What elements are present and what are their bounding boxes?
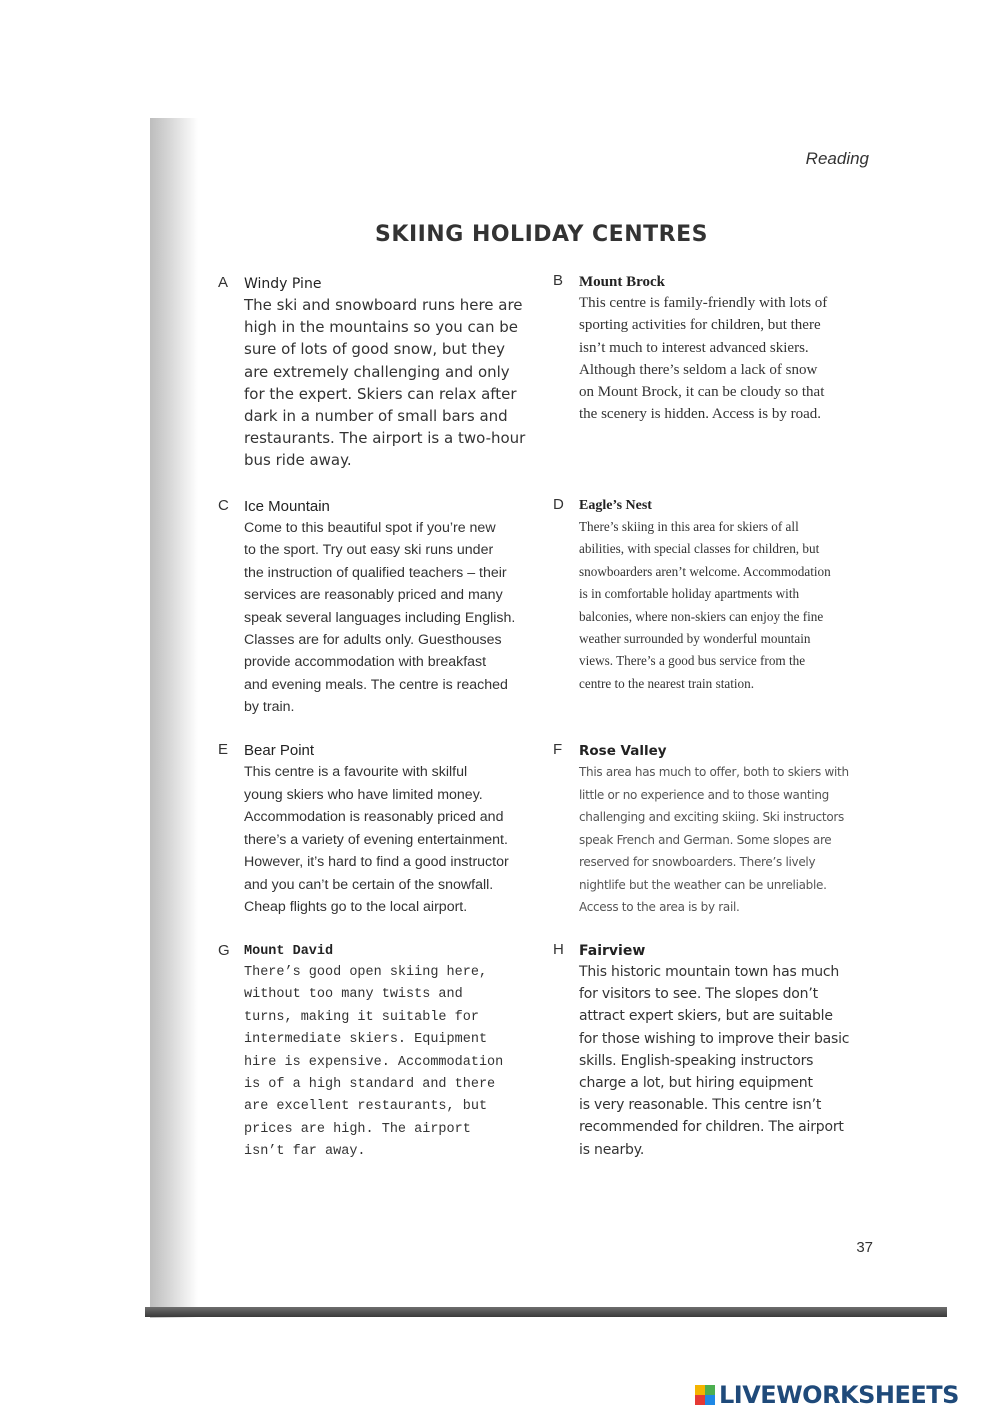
logo-cell — [705, 1385, 715, 1395]
entry-name: Ice Mountain — [244, 498, 330, 515]
page-bottom-edge — [145, 1307, 947, 1317]
page-gutter-shadow — [150, 118, 198, 1318]
entry-description: There’s skiing in this area for skiers of all abilities, with special classes for children, but snowboarders aren’t welcome. Accommodation is in comfortable holiday apartments with balconies, where non-skiers can enjoy the fine weather surrounded by wonderful mountain views. There’s a good bus service from the centre to the nearest train station. — [579, 519, 831, 691]
entry-name: Eagle’s Nest — [579, 498, 652, 513]
liveworksheets-watermark — [695, 1382, 959, 1408]
logo-cell — [695, 1385, 705, 1395]
entry-name: Windy Pine — [244, 276, 322, 292]
entry-description: This historic mountain town has much for visitors to see. The slopes don’t attract expert skiers, but are suitable for those wishing to improve their basic skills. English-speaking instructors charge a lot, but hiring equipment is very reasonable. This centre isn’t recommended for children. The airport is nearby. — [579, 964, 850, 1158]
page-title: SKIING HOLIDAY CENTRES — [375, 222, 708, 247]
entry-description: There’s good open skiing here, without too many twists and turns, making it suitable for intermediate skiers. Equipment hire is expensive. Accommodation is of a high standard and there are excellent restaurants, but prices are high. The airport isn’t far away. — [244, 965, 504, 1160]
entry-name: Bear Point — [244, 742, 315, 759]
entry-description: Come to this beautiful spot if you’re new to the sport. Try out easy ski runs under the instruction of qualified teachers – their services are reasonably priced and many speak several languages including English. Classes are for adults only. Guesthouses provide accommodation with breakfast and evening meals. The centre is reached by train. — [244, 520, 516, 716]
entry-letter: D — [553, 496, 564, 513]
entry-letter: B — [553, 272, 564, 289]
entry-description: This area has much to offer, both to skiers with little or no experience and to those wanting challenging and exciting skiing. Ski instructors speak French and German. Some slopes are reserved for snowboarders. There’s lively nightlife but the weather can be unreliable. Access to the area is by rail. — [579, 765, 849, 914]
entry-name: Rose Valley — [579, 743, 667, 759]
entry-name: Fairview — [579, 943, 646, 959]
section-label: Reading — [805, 149, 869, 168]
entry-letter: C — [218, 497, 229, 514]
entry-letter: F — [553, 741, 563, 758]
page-number: 37 — [856, 1239, 873, 1256]
entry-letter: E — [218, 741, 229, 758]
entry-letter: G — [218, 942, 230, 959]
entry-name: Mount David — [244, 944, 334, 959]
logo-cell — [695, 1395, 705, 1405]
entry-description: This centre is a favourite with skilful young skiers who have limited money. Accommodation is reasonably priced and there’s a variety of evening entertainment. However, it’s hard to find a good instructor and you can’t be certain of the snowfall. Cheap flights go to the local airport. — [244, 764, 509, 915]
entry-description: The ski and snowboard runs here are high in the mountains so you can be sure of lots of good snow, but they are extremely challenging and only for the expert. Skiers can relax after dark in a number of small bars and restaurants. The airport is a two-hour bus ride away. — [244, 296, 526, 470]
logo-cell — [705, 1395, 715, 1405]
liveworksheets-logo-icon — [695, 1385, 715, 1405]
entry-letter: H — [553, 941, 564, 958]
entry-description: This centre is family-friendly with lots of sporting activities for children, but there isn’t much to interest advanced skiers. Although there’s seldom a lack of snow on Mount Brock, it can be cloudy so that the scenery is hidden. Access is by road. — [579, 295, 828, 423]
entry-name: Mount Brock — [579, 274, 665, 290]
entry-letter: A — [218, 274, 229, 291]
brand-name: LIVEWORKSHEETS — [719, 1381, 959, 1409]
